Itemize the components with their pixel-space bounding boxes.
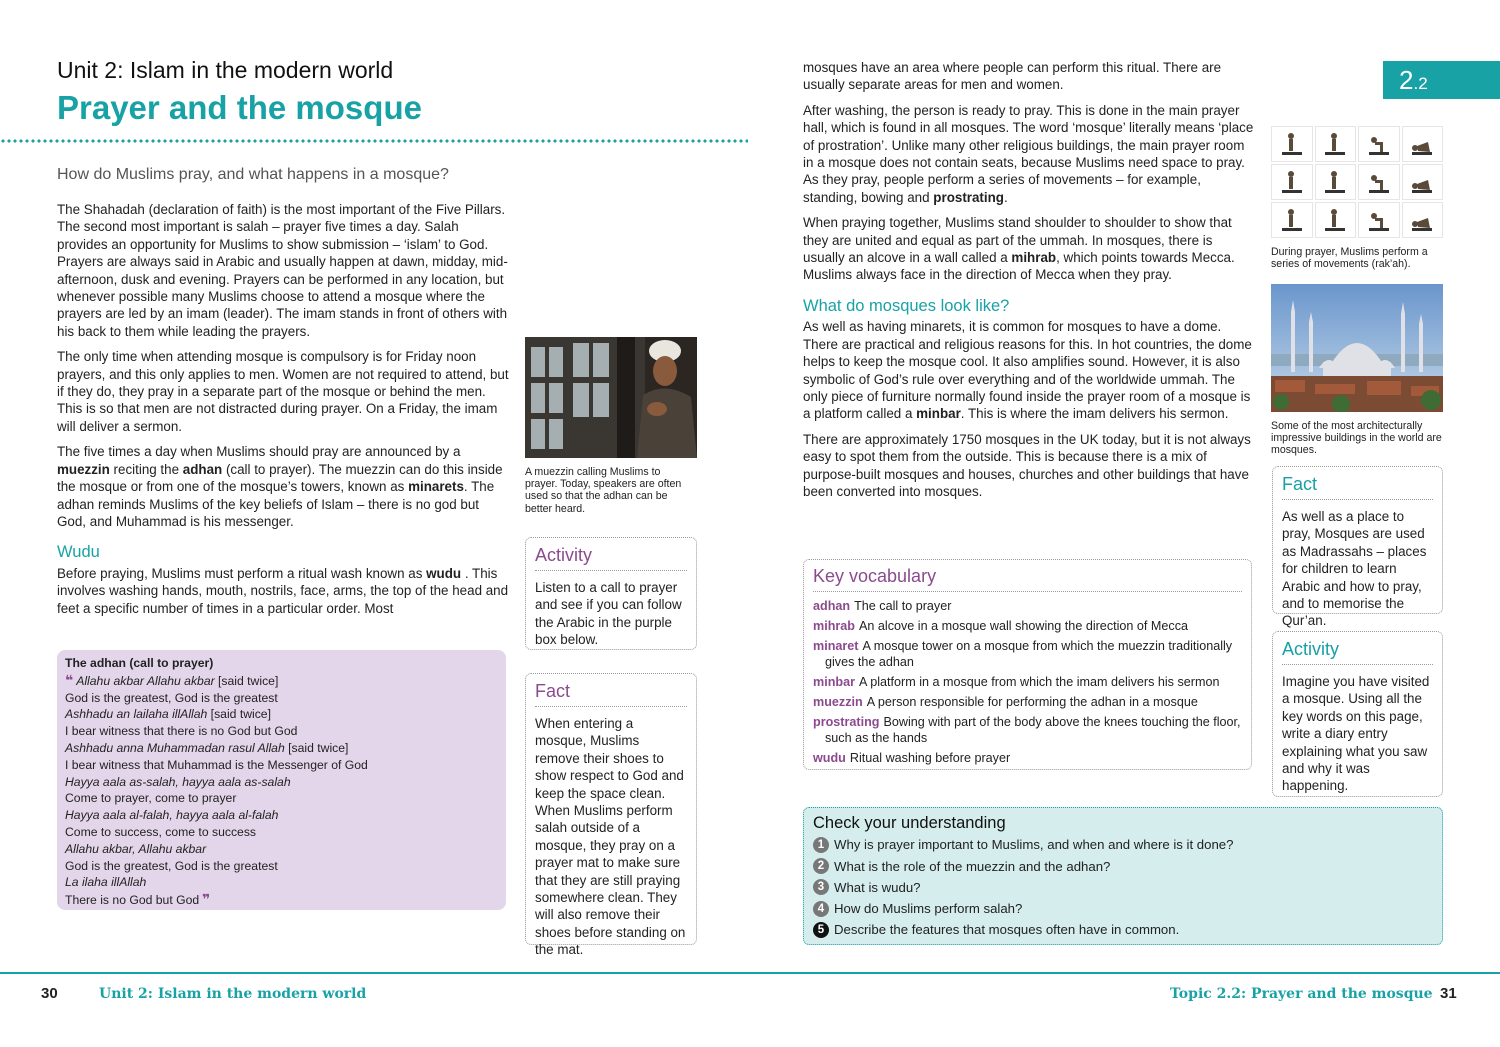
prayer-posture-icon [1402, 202, 1444, 238]
adhan-title: The adhan (call to prayer) [65, 656, 214, 670]
question-number-icon: 4 [813, 901, 829, 917]
check-understanding-box [803, 807, 1443, 945]
paragraph-wudu: Before praying, Muslims must perform a ritual wash known as wudu . This involves washing hands, mouth, nostrils, face, arms, the top of the head and feet a specific number of times in a particular order. Most [57, 565, 509, 616]
wudu-heading: Wudu [57, 543, 100, 562]
adhan-line: Hayya aala al-falah, hayya aala al-falah [65, 808, 279, 823]
paragraph-friday: The only time when attending mosque is compulsory is for Friday noon prayers, and this only applies to men. Women are not required to attend, but if they do, they pray in a separate part of the mosque or behind the men. This is so that men are not distracted during prayer. On a Friday, the imam will deliver a sermon. [57, 349, 509, 434]
vocab-definition: A mosque tower on a mosque from which the muezzin traditionally gives the adhan [825, 639, 1233, 669]
mosque-photo [1271, 284, 1443, 412]
mosque-caption: Some of the most architecturally impressive buildings in the world are mosques. [1271, 420, 1442, 457]
question-item [813, 877, 1433, 898]
vocab-term: adhan [813, 599, 851, 613]
vocab-definition: The call to prayer [854, 599, 952, 613]
paragraph-muezzin: The five times a day when Muslims should pray are announced by a muezzin reciting the adhan (call to prayer). The muezzin can do this inside the mosque or from one of the mosque’s towers, known as minarets. The adhan reminds Muslims of the key beliefs of Islam – there is no god but God, and Muhammad is his messenger. [57, 444, 503, 529]
prayer-posture-icon [1402, 126, 1444, 162]
adhan-line: I bear witness that Muhammad is the Messenger of God [65, 757, 368, 772]
prayer-posture-icon [1315, 202, 1357, 238]
activity-text: Listen to a call to prayer and see if you can follow the Arabic in the purple box below. [535, 580, 682, 648]
vocab-item [813, 618, 1242, 634]
prayer-posture-icon [1315, 164, 1357, 200]
paragraph-uk-mosques: There are approximately 1750 mosques in the UK today, but it is not always easy to spot them from the outside. This is because there is a mix of purpose-built mosques and houses, churches and other buildings that have been converted into mosques. [803, 431, 1251, 499]
question-number-icon: 2 [813, 858, 829, 874]
prayer-posture-icon [1271, 126, 1313, 162]
question-item [813, 919, 1433, 940]
question-item [813, 898, 1433, 919]
vocab-definition: A person responsible for performing the adhan in a mosque [866, 695, 1198, 709]
question-text: Describe the features that mosques often have in common. [834, 922, 1180, 938]
prayer-posture-icon [1358, 164, 1400, 200]
adhan-line: Allahu akbar, Allahu akbar [65, 841, 207, 856]
paragraph-together: When praying together, Muslims stand shoulder to shoulder to show that they are united and equal as part of the ummah. In mosques, there is usually an alcove in a wall called a mihrab, which points towards Mecca. Muslims always face in the direction of Mecca when they pray. [803, 215, 1235, 283]
left-column [57, 201, 509, 625]
question-list [813, 834, 1433, 940]
intro-question: How do Muslims pray, and what happens in a mosque? [57, 166, 449, 183]
check-title: Check your understanding [813, 814, 1006, 832]
question-number-icon: 3 [813, 879, 829, 895]
adhan-line: There is no God but God ❞ [65, 891, 211, 908]
fact-title: Fact [1282, 473, 1433, 500]
adhan-line: ❝ Allahu akbar Allahu akbar [said twice] [65, 671, 279, 688]
activity-title: Activity [535, 544, 687, 571]
vocab-definition: A platform in a mosque from which the imam delivers his sermon [859, 675, 1220, 689]
vocab-term: minbar [813, 675, 855, 689]
adhan-line: La ilaha illAllah [65, 875, 147, 890]
question-text: What is the role of the muezzin and the adhan? [834, 858, 1111, 874]
paragraph-salah: The Shahadah (declaration of faith) is the most important of the Five Pillars. The second most important is salah – prayer five times a day. Salah provides an opportunity for Muslims to show submission – ‘islam’ to God. Prayers are always said in Arabic and usually happen at dawn, midday, mid-afternoon, dusk and evening. Prayers can be performed in any location, but whenever possible many Muslims choose to attend a mosque where the prayers are led by an imam (leader). The imam stands in front of others with his back to them while leading the prayers. [57, 202, 508, 339]
question-number-icon: 1 [813, 837, 829, 853]
activity-title: Activity [1282, 638, 1433, 665]
question-text: Why is prayer important to Muslims, and when and where is it done? [834, 837, 1234, 853]
adhan-line: I bear witness that there is no God but God [65, 724, 298, 739]
footer-left-title: Unit 2: Islam in the modern world [99, 986, 367, 1002]
adhan-line: God is the greatest, God is the greatest [65, 690, 278, 705]
vocab-term: minaret [813, 639, 859, 653]
vocab-item [813, 674, 1242, 690]
vocab-item [813, 598, 1242, 614]
prayer-posture-icon [1271, 202, 1313, 238]
prayer-posture-icon [1315, 126, 1357, 162]
paragraph-separate-areas: mosques have an area where people can perform this ritual. There are usually separate areas for men and women. [803, 60, 1222, 93]
prayer-posture-icon [1358, 126, 1400, 162]
vocab-item [813, 638, 1242, 670]
open-quote-icon: ❝ [65, 671, 74, 688]
vocab-list [813, 598, 1242, 766]
topic-tab: 2.2 [1383, 61, 1500, 99]
vocab-term: wudu [813, 751, 846, 765]
vocab-item [813, 714, 1242, 746]
paragraph-prayer-hall: After washing, the person is ready to pray. This is done in the main prayer hall, which is found in all mosques. The word ‘mosque’ literally means ‘place of prostration’. Unlike many other religious buildings, the main prayer room in a mosque does not contain seats, because Muslims need space to pray. As they pray, people perform a series of movements – for example, standing, bowing and prostrating. [803, 102, 1254, 205]
adhan-lines [65, 672, 498, 909]
vocab-item [813, 750, 1242, 766]
question-number-icon: 5 [813, 922, 829, 938]
prayer-posture-icon [1358, 202, 1400, 238]
adhan-box [57, 650, 506, 910]
footer-right-title: Topic 2.2: Prayer and the mosque [1170, 986, 1433, 1002]
activity-box-2 [1272, 631, 1443, 797]
question-text: How do Muslims perform salah? [834, 901, 1023, 917]
fact-text: When entering a mosque, Muslims remove their shoes to show respect to God and keep the space clean. When Muslims perform salah outside of a mosque, they pray on a prayer mat to make sure that they are still praying somewhere clean. They will also remove their shoes before standing on the mat. [535, 716, 686, 958]
question-text: What is wudu? [834, 879, 921, 895]
fact-title: Fact [535, 680, 687, 707]
question-item [813, 856, 1433, 877]
close-quote-icon: ❞ [202, 891, 211, 908]
prayer-posture-icon [1402, 164, 1444, 200]
adhan-line: Come to success, come to success [65, 824, 257, 839]
vocab-definition: Bowing with part of the body above the knees touching the floor, such as the hands [825, 715, 1241, 745]
mosques-look-heading: What do mosques look like? [803, 296, 1010, 315]
vocab-term: mihrab [813, 619, 855, 633]
vocab-item [813, 694, 1242, 710]
vocab-title: Key vocabulary [813, 565, 1242, 592]
right-page-number: 31 [1440, 985, 1457, 1002]
adhan-line: Come to prayer, come to prayer [65, 791, 237, 806]
page-title: Prayer and the mosque [57, 89, 422, 126]
fact-text: As well as a place to pray, Mosques are used as Madrassahs – places for children to learn Arabic and how to pray, and to memorise the Qur’an. [1282, 509, 1427, 629]
fact-box-1 [525, 673, 697, 958]
vocab-term: prostrating [813, 715, 880, 729]
activity-box-1 [525, 537, 697, 650]
prayer-posture-icon [1271, 164, 1313, 200]
adhan-line: Ashhadu an lailaha illAllah [said twice] [65, 707, 271, 722]
muezzin-photo [525, 337, 697, 458]
vocab-definition: Ritual washing before prayer [849, 751, 1011, 765]
rakah-caption: During prayer, Muslims perform a series of movements (rak’ah). [1271, 246, 1428, 271]
footer-rule [0, 972, 1500, 974]
muezzin-caption: A muezzin calling Muslims to prayer. Today, speakers are often used so that the adhan can be better heard. [525, 466, 682, 515]
question-item [813, 834, 1433, 855]
adhan-line: God is the greatest, God is the greatest [65, 858, 278, 873]
fact-box-2 [1272, 466, 1443, 629]
adhan-line: Hayya aala as-salah, hayya aala as-salah [65, 774, 291, 789]
paragraph-dome: As well as having minarets, it is common for mosques to have a dome. There are practical and religious reasons for this. In hot countries, the dome helps to keep the mosque cool. It also amplifies sound. However, it is also symbolic of God’s rule over everything and of the worldwide ummah. The only piece of furniture normally found inside the prayer room of a mosque is a platform called a minbar. This is where the imam delivers his sermon. [803, 319, 1252, 422]
dotted-divider [0, 139, 748, 143]
key-vocabulary-box [803, 559, 1252, 770]
left-page-number: 30 [41, 985, 58, 1002]
unit-title: Unit 2: Islam in the modern world [57, 57, 394, 83]
vocab-term: muezzin [813, 695, 863, 709]
rakah-figure-grid [1271, 126, 1443, 238]
adhan-line: Ashhadu anna Muhammadan rasul Allah [said twice] [65, 740, 349, 755]
activity-text: Imagine you have visited a mosque. Using all the key words on this page, write a diary entry explaining what you saw and why it was happening. [1282, 674, 1430, 794]
vocab-definition: An alcove in a mosque wall showing the direction of Mecca [859, 619, 1189, 633]
right-column [803, 59, 1255, 508]
